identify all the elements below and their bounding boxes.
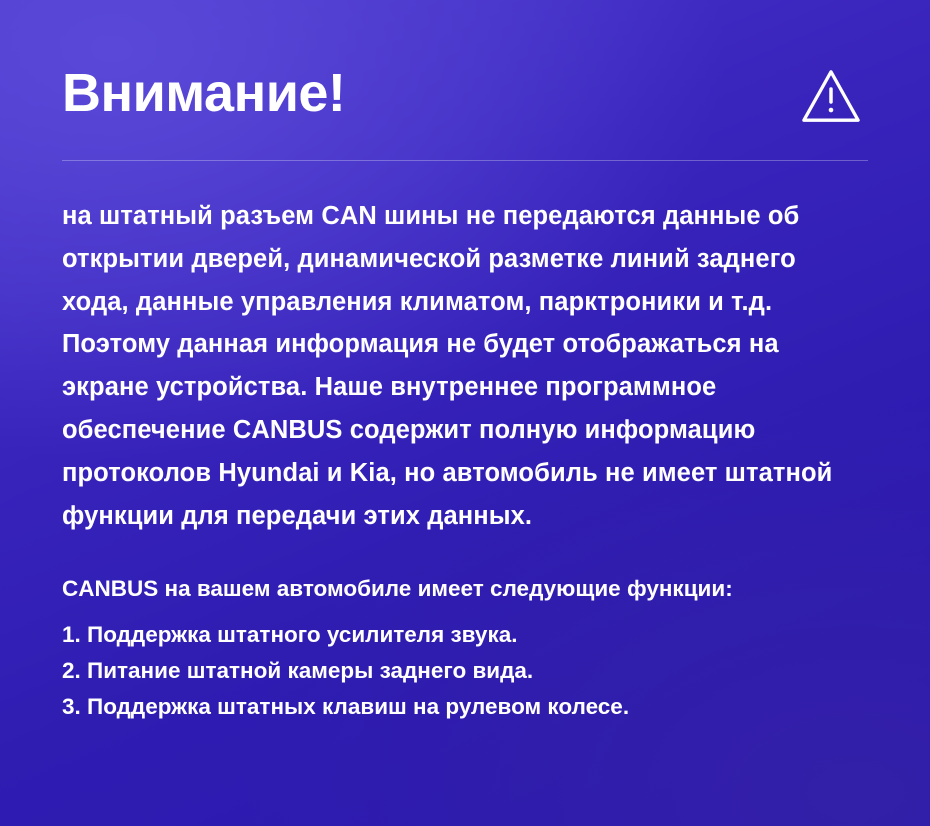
list-item: 3. Поддержка штатных клавиш на рулевом колесе. [62,694,630,720]
list-item: 1. Поддержка штатного усилителя звука. [62,621,518,647]
poster-header [62,60,868,126]
body-text-block [62,195,868,538]
header-divider [62,160,868,161]
page-title: Внимание! [62,62,346,123]
warning-triangle-icon [800,60,862,126]
list-item: 2. Питание штатной камеры заднего вида. [62,657,534,683]
features-intro: CANBUS на вашем автомобиле имеет следующие функции: [62,575,733,601]
features-block [62,572,868,726]
warning-paragraph: на штатный разъем CAN шины не передаются данные об открытии дверей, динамической разметке линий заднего хода, данные управления климатом, парктроники и т.д. Поэтому данная информация не будет отображаться на экране устройства. Наше внутреннее программное обеспечение CANBUS содержит полную информацию протоколов Hyundai и Kia, но автомобиль не имеет штатной функции для передачи этих данных. [62,202,833,530]
